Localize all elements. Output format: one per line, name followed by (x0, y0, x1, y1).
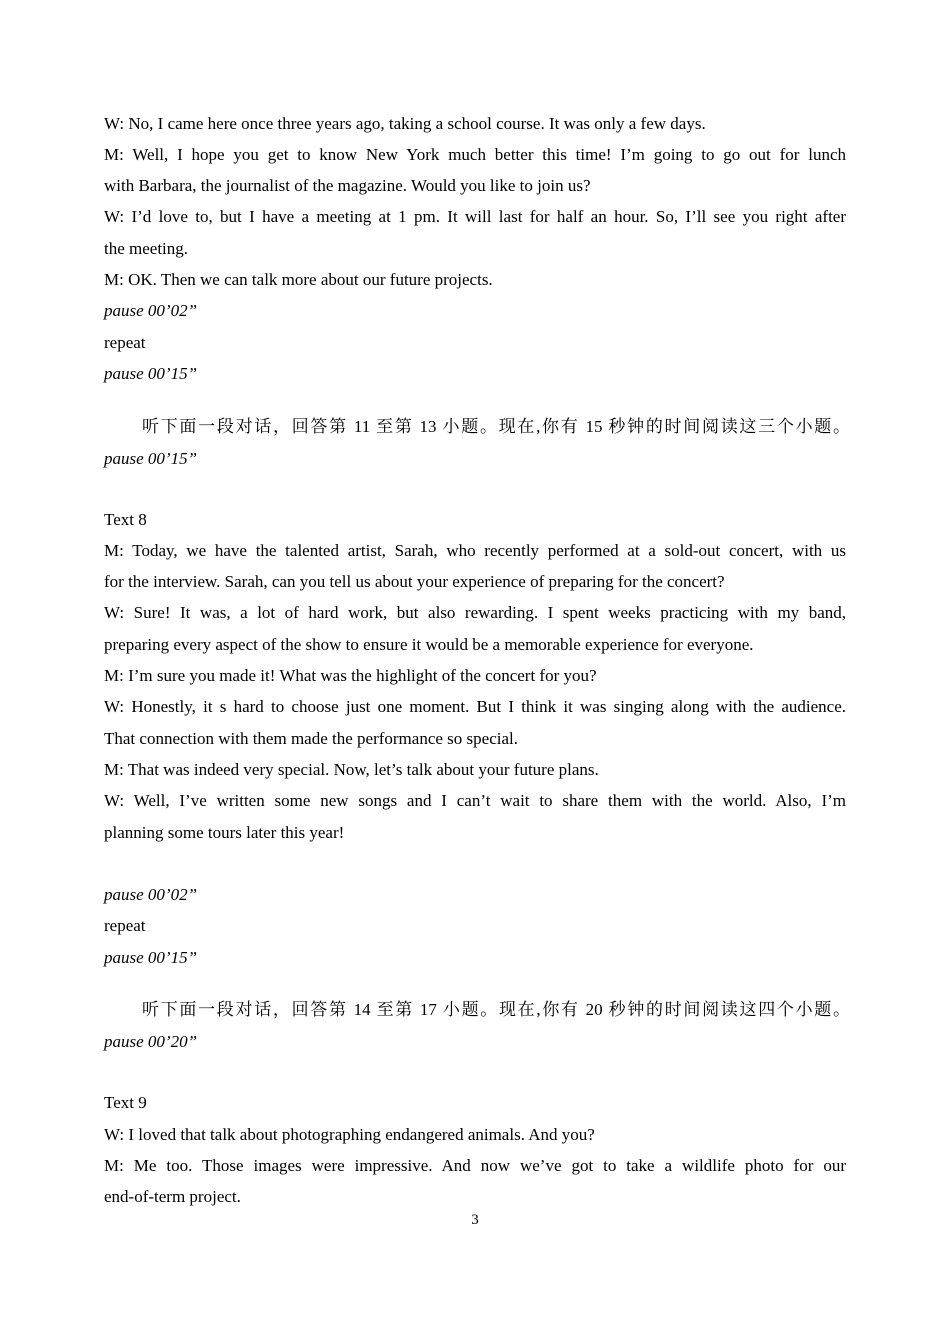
text-line: with Barbara, the journalist of the magazine. Would you like to join us? (104, 176, 591, 195)
text-line: W: I loved that talk about photographing endangered animals. And you? (104, 1125, 595, 1144)
page-number: 3 (471, 1212, 479, 1228)
text-line: preparing every aspect of the show to ensure it would be a memorable experience for everyone. (104, 635, 754, 654)
instruction-line: 听下面一段对话，回答第 11 至第 13 小题。现在,你有 15 秒钟的时间阅读这三个小题。 (142, 417, 850, 436)
text-line: the meeting. (104, 239, 189, 258)
pause-marker: pause 00’02” (104, 885, 198, 904)
text-line: W: I’d love to, but I have a meeting at 1 pm. It will last for half an hour. So, I’ll see you right after (104, 207, 846, 226)
section-heading: Text 9 (104, 1093, 147, 1112)
text-line: M: I’m sure you made it! What was the highlight of the concert for you? (104, 666, 597, 685)
text-line: M: OK. Then we can talk more about our future projects. (104, 270, 493, 289)
repeat-marker: repeat (104, 333, 146, 352)
text-line: That connection with them made the performance so special. (104, 729, 518, 748)
repeat-marker: repeat (104, 916, 146, 935)
text-line: W: No, I came here once three years ago, taking a school course. It was only a few days. (104, 114, 706, 133)
pause-marker: pause 00’20” (104, 1032, 198, 1051)
pause-marker: pause 00’02” (104, 301, 198, 320)
text-line: M: That was indeed very special. Now, let’s talk about your future plans. (104, 760, 599, 779)
text-line: end-of-term project. (104, 1187, 241, 1206)
text-line: M: Today, we have the talented artist, Sarah, who recently performed at a sold-out concert, with us (104, 541, 846, 560)
text-line: planning some tours later this year! (104, 823, 345, 842)
pause-marker: pause 00’15” (104, 449, 198, 468)
text-line: W: Honestly, it s hard to choose just one moment. But I think it was singing along with the audience. (104, 697, 846, 716)
pause-marker: pause 00’15” (104, 364, 198, 383)
text-line: M: Well, I hope you get to know New York much better this time! I’m going to go out for lunch (104, 145, 846, 164)
text-line: W: Sure! It was, a lot of hard work, but also rewarding. I spent weeks practicing with my band, (104, 603, 846, 622)
section-heading: Text 8 (104, 510, 147, 529)
pause-marker: pause 00’15” (104, 948, 198, 967)
text-line: M: Me too. Those images were impressive. And now we’ve got to take a wildlife photo for our (104, 1156, 846, 1175)
instruction-line: 听下面一段对话，回答第 14 至第 17 小题。现在,你有 20 秒钟的时间阅读这四个小题。 (142, 1000, 850, 1019)
text-line: W: Well, I’ve written some new songs and I can’t wait to share them with the world. Also, I’m (104, 791, 846, 810)
text-line: for the interview. Sarah, can you tell us about your experience of preparing for the concert? (104, 572, 725, 591)
